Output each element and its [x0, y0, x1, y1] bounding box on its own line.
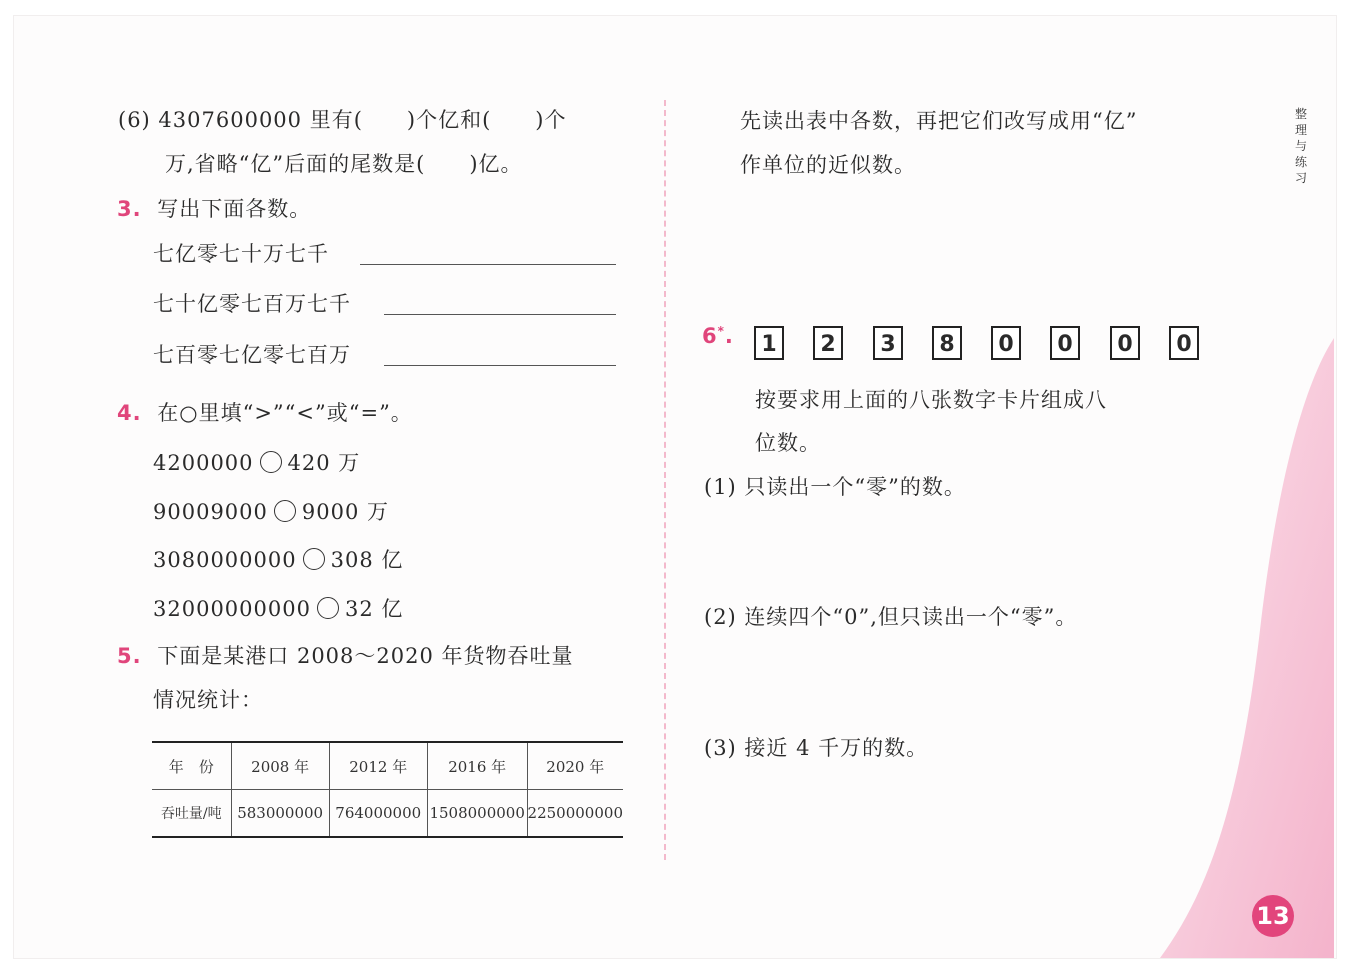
table-cell: 764000000 — [329, 790, 427, 838]
q3-item-2: 七十亿零七百万七千 — [153, 292, 351, 316]
q6-number — [702, 324, 734, 348]
q2-6-line2: 万,省略“亿”后面的尾数是( )亿。 — [165, 152, 523, 176]
digit-card: 1 — [754, 326, 784, 360]
q6-dot: . — [724, 324, 734, 348]
table-header-cell: 2008 年 — [231, 742, 329, 790]
digit-card: 0 — [991, 326, 1021, 360]
q4-item-3-left: 3080000000 — [153, 548, 297, 572]
q4-item-2-right: 9000 万 — [301, 500, 390, 524]
q6-number-digit: 6 — [702, 324, 718, 348]
table-header-cell: 2020 年 — [527, 742, 623, 790]
q4-number: 4. — [117, 401, 142, 425]
compare-circle-icon[interactable] — [303, 548, 325, 570]
q5-cont-line1: 先读出表中各数，再把它们改写成用“亿” — [740, 109, 1138, 133]
q6-star: * — [717, 324, 725, 338]
table-cell: 2250000000 — [527, 790, 623, 838]
section-side-label: 整理与练习 — [1294, 107, 1307, 185]
q3-answer-line-2[interactable] — [384, 314, 616, 315]
q4-title: 在○里填“>”“<”或“=”。 — [157, 401, 413, 425]
q4-item-2-left: 90009000 — [153, 500, 268, 524]
q3-answer-line-1[interactable] — [360, 264, 616, 265]
q6-sub3: (3) 接近 4 千万的数。 — [704, 736, 929, 760]
compare-circle-icon[interactable] — [317, 597, 339, 619]
q3-heading — [117, 193, 311, 223]
q4-item-3 — [153, 544, 403, 574]
table-header-cell: 年 份 — [152, 742, 231, 790]
table-row — [152, 790, 623, 838]
q5-title-line1: 下面是某港口 2008～2020 年货物吞吐量 — [157, 644, 574, 668]
q4-item-3-right: 308 亿 — [330, 548, 404, 572]
q5-number: 5. — [117, 644, 142, 668]
q4-item-2 — [153, 496, 389, 526]
digit-card: 3 — [873, 326, 903, 360]
q4-item-1-left: 4200000 — [153, 451, 254, 475]
q5-cont-line2: 作单位的近似数。 — [740, 153, 916, 177]
digit-card: 0 — [1110, 326, 1140, 360]
digit-card: 0 — [1050, 326, 1080, 360]
digit-card: 0 — [1169, 326, 1199, 360]
q4-item-4-right: 32 亿 — [344, 597, 404, 621]
compare-circle-icon[interactable] — [274, 500, 296, 522]
q3-answer-line-3[interactable] — [384, 365, 616, 366]
table-header-row — [152, 742, 623, 790]
q4-heading — [117, 397, 413, 427]
table-header-cell: 2012 年 — [329, 742, 427, 790]
table-cell: 1508000000 — [427, 790, 527, 838]
q4-item-1-right: 420 万 — [287, 451, 361, 475]
q3-item-3: 七百零七亿零七百万 — [153, 343, 351, 367]
q3-number: 3. — [117, 197, 142, 221]
q4-item-4-left: 32000000000 — [153, 597, 311, 621]
q6-desc-line2: 位数。 — [755, 431, 821, 455]
column-divider — [664, 100, 666, 860]
q3-item-1: 七亿零七十万七千 — [153, 242, 329, 266]
q6-sub1: (1) 只读出一个“零”的数。 — [704, 475, 966, 499]
q2-6-line1: (6) 4307600000 里有( )个亿和( )个 — [118, 108, 567, 132]
q4-item-4 — [153, 593, 403, 623]
q5-title-line2: 情况统计： — [153, 688, 263, 712]
page-number-badge: 13 — [1252, 895, 1294, 937]
digit-card: 8 — [932, 326, 962, 360]
digit-card: 2 — [813, 326, 843, 360]
table-cell: 583000000 — [231, 790, 329, 838]
decorative-pink-curve — [1100, 330, 1340, 960]
cargo-throughput-table — [152, 741, 623, 838]
q6-desc-line1: 按要求用上面的八张数字卡片组成八 — [755, 388, 1107, 412]
q4-item-1 — [153, 447, 360, 477]
q6-sub2: (2) 连续四个“0”,但只读出一个“零”。 — [704, 605, 1078, 629]
table-cell: 吞吐量/吨 — [152, 790, 231, 838]
table-header-cell: 2016 年 — [427, 742, 527, 790]
q3-title: 写出下面各数。 — [157, 197, 312, 221]
compare-circle-icon[interactable] — [260, 451, 282, 473]
q5-heading — [117, 640, 574, 670]
